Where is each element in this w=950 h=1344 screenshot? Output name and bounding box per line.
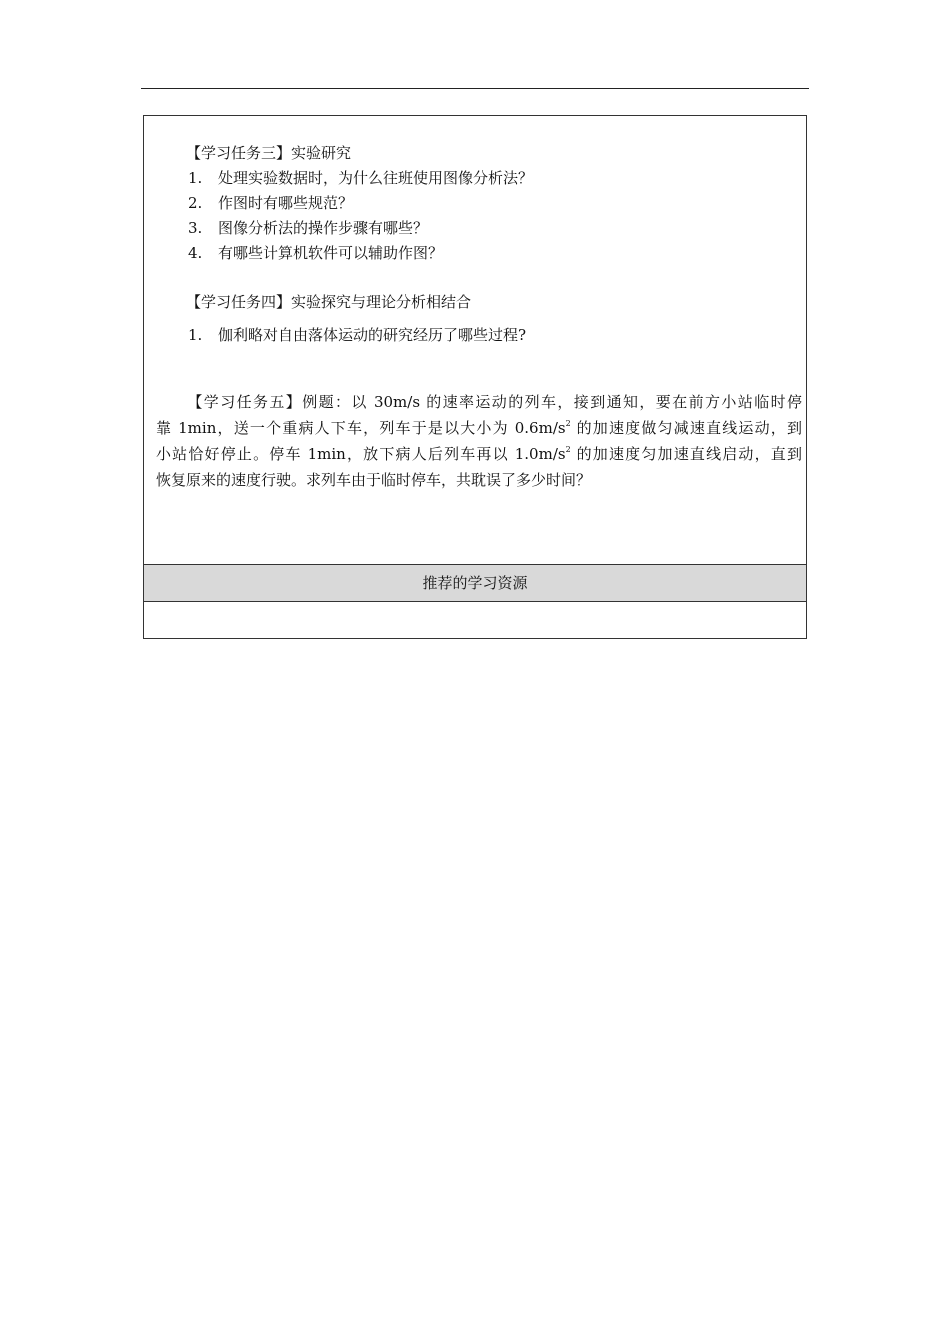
example-line-1: 【学习任务五】例题：以 30m/s 的速率运动的列车，接到通知，要在前方小站临时停 (186, 393, 802, 411)
question-number: 4. (188, 244, 203, 262)
question-text: 有哪些计算机软件可以辅助作图？ (218, 244, 444, 262)
task3-question-1 (188, 168, 533, 188)
superscript: 2 (565, 445, 571, 454)
example-line-2: 靠 1min，送一个重病人下车，列车于是以大小为 $0.6m/s^2$ 的加速度做匀减速直线运动，到 (156, 419, 802, 437)
example-line-4: 恢复原来的速度行驶。求列车由于临时停车，共耽误了多少时间？ (156, 471, 592, 489)
question-text: 处理实验数据时，为什么往班使用图像分析法？ (218, 169, 534, 187)
task3-heading: 【学习任务三】实验研究 (186, 144, 352, 162)
resources-header: 推荐的学习资源 (144, 565, 806, 602)
superscript: 2 (565, 419, 571, 428)
question-number: 3. (188, 219, 203, 237)
learning-tasks-cell (144, 116, 806, 565)
task4-heading: 【学习任务四】实验探究与理论分析相结合 (186, 293, 472, 311)
question-number: 1. (188, 169, 203, 187)
example-line-3: 小站恰好停止。停车 1min，放下病人后列车再以 $1.0m/s^2$ 的加速度匀加速直线启动，直到 (156, 445, 802, 463)
task5-example-paragraph (156, 389, 802, 493)
task3-question-4 (188, 243, 443, 263)
task3-question-2 (188, 193, 353, 213)
task3-question-3 (188, 218, 428, 238)
document-table (143, 115, 807, 639)
task4-question-1 (188, 325, 526, 345)
question-number: 2. (188, 194, 203, 212)
question-text: 伽利略对自由落体运动的研究经历了哪些过程? (218, 326, 527, 344)
question-text: 作图时有哪些规范？ (218, 194, 354, 212)
question-number: 1. (188, 326, 203, 344)
resources-body (144, 602, 806, 638)
question-text: 图像分析法的操作步骤有哪些？ (218, 219, 429, 237)
page-header-rule (141, 88, 809, 89)
